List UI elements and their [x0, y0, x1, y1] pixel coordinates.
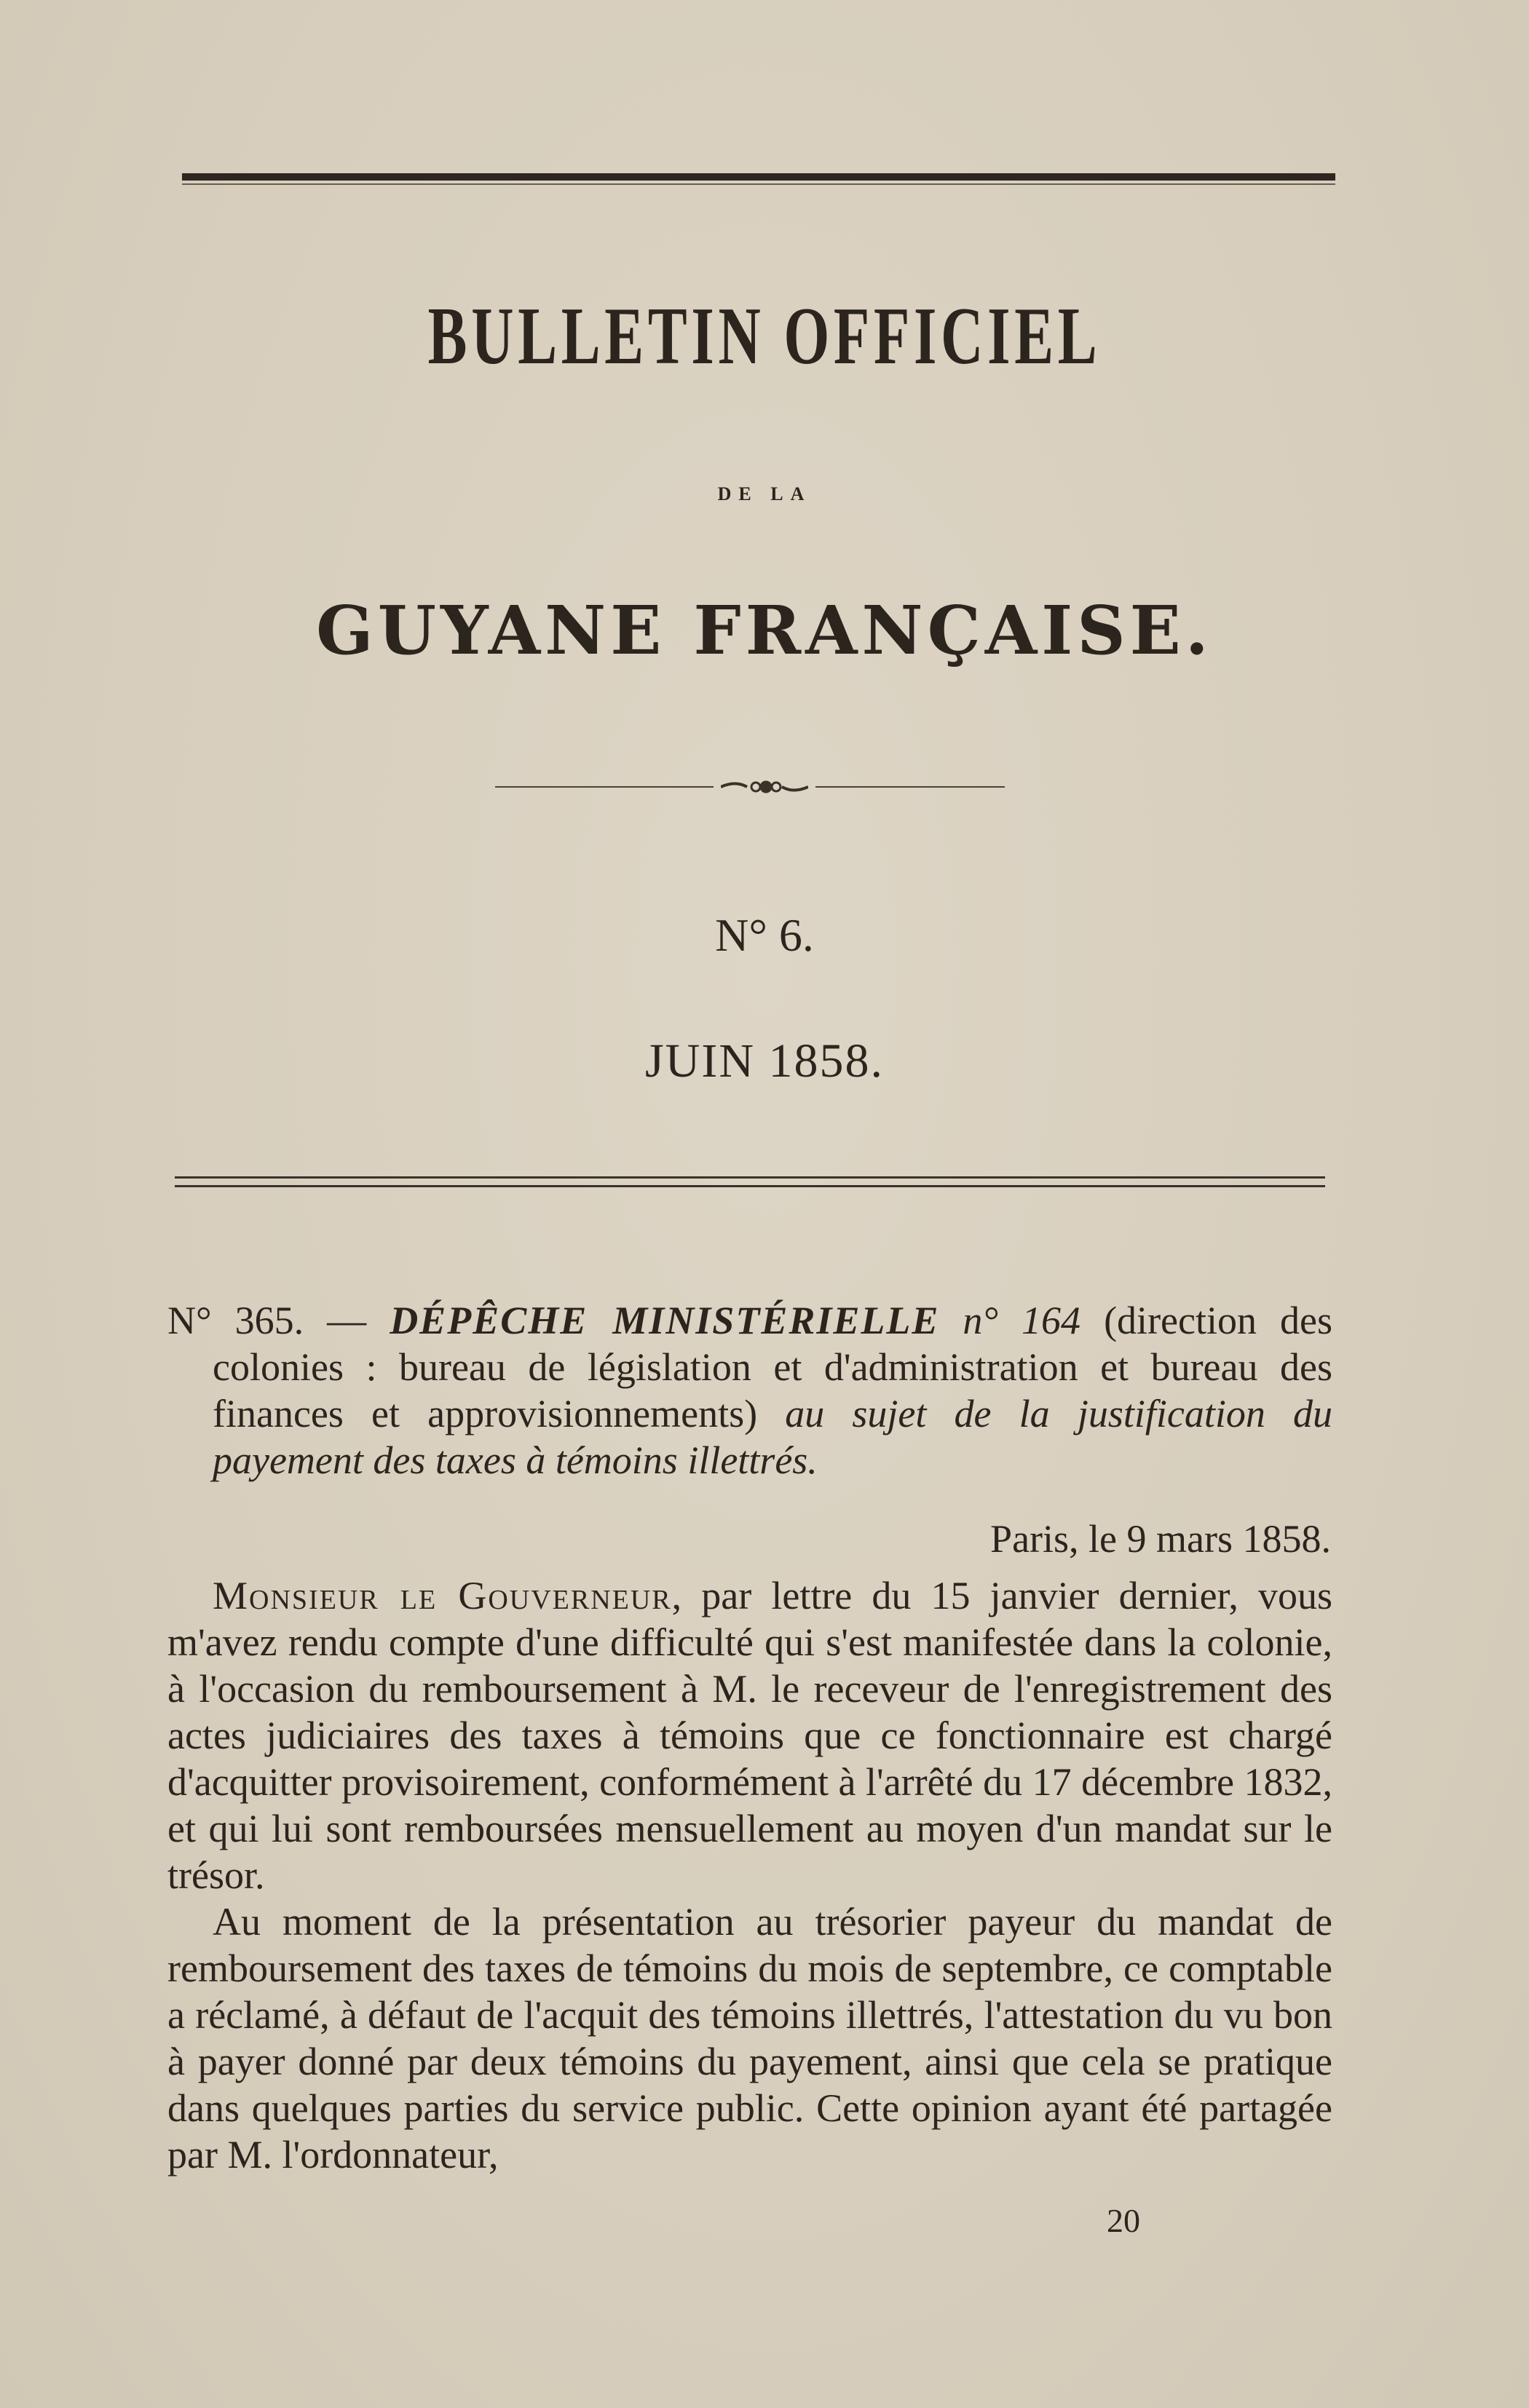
page-number: 20 — [1107, 2202, 1140, 2239]
separator-rule-lower — [175, 1185, 1325, 1187]
dispatch-heading — [167, 1297, 1332, 1484]
dispatch-subject: au sujet de la justification du payement des taxes à témoins illettrés. — [213, 1392, 1332, 1482]
ornament-line-left — [495, 786, 714, 788]
dispatch-title: DÉPÊCHE MINISTÉRIELLE — [390, 1299, 940, 1342]
title-connector: DE LA — [717, 483, 812, 504]
issue-date: JUIN 1858. — [645, 1034, 884, 1088]
salutation: Monsieur le Gouverneur — [213, 1574, 672, 1617]
top-rule-thin — [182, 183, 1335, 185]
dateline: Paris, le 9 mars 1858. — [990, 1517, 1331, 1561]
dispatch-reference: n° 164 — [939, 1299, 1105, 1342]
dispatch-number: N° 365. — — [167, 1299, 390, 1342]
ornament-flourish-icon — [721, 776, 808, 798]
ornament-line-right — [815, 786, 1005, 788]
paragraph-1-text: , par lettre du 15 janvier dernier, vous m'avez rendu compte d'une difficulté qui s'est manifestée dans la colonie, à l'occasion du remboursement à M. le receveur de l'enregistrement des actes judiciaires des taxes à témoins que ce fonctionnaire est chargé d'acquitter provisoirement, conformément à l'arrêté du 17 décembre 1832, et qui lui sont remboursées mensuellement au moyen d'un mandat sur le trésor. — [167, 1574, 1333, 1897]
issue-number: N° 6. — [715, 909, 814, 961]
separator-rule-upper — [175, 1176, 1325, 1179]
territory-title: GUYANE FRANÇAISE. — [316, 591, 1213, 670]
top-rule — [182, 173, 1335, 181]
paragraph-2: Au moment de la présentation au trésorier payeur du mandat de remboursement des taxes de témoins du mois de septembre, ce comptable a réclamé, à défaut de l'acquit des témoins illettrés, l'attestation du vu bon à payer donné par deux témoins du payement, ainsi que cela se pratique dans quelques parties du service public. Cette opinion ayant été partagée par M. l'ordonnateur, — [167, 1900, 1332, 2177]
paragraph-1 — [167, 1572, 1332, 1898]
dispatch-origin: (direction des colonies : bureau de législation et d'administration et bureau des finances et approvisionnements) — [213, 1299, 1332, 1435]
document-body — [167, 1297, 1332, 2178]
bulletin-title: BULLETIN OFFICIEL — [427, 291, 1102, 381]
